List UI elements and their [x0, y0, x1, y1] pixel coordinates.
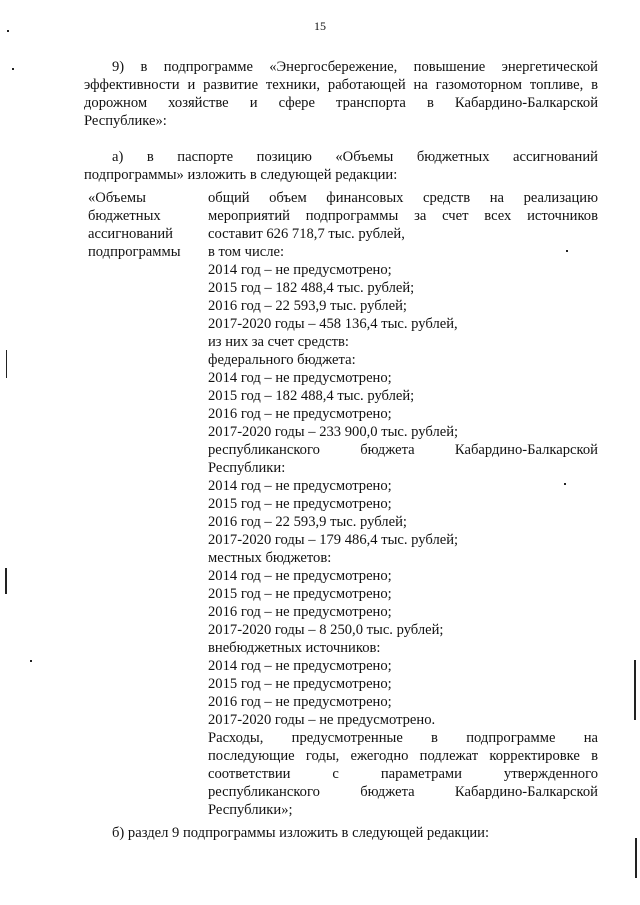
value-line: внебюджетных источников:: [208, 640, 381, 656]
value-line: в том числе:: [208, 244, 285, 260]
text-line: подпрограммы» изложить в следующей редакции:: [84, 167, 398, 183]
scan-speck: [7, 30, 9, 32]
value-line: 2017-2020 годы – 8 250,0 тыс. рублей;: [208, 622, 444, 638]
value-line: Республики:: [208, 460, 286, 476]
value-line: республиканского бюджета Кабардино-Балкарской: [208, 442, 598, 458]
scan-edge-mark: [5, 568, 7, 594]
value-line: 2014 год – не предусмотрено;: [208, 370, 392, 386]
page-number: 15: [314, 19, 326, 33]
value-line: 2017-2020 годы – 458 136,4 тыс. рублей,: [208, 316, 458, 332]
value-line: 2017-2020 годы – 179 486,4 тыс. рублей;: [208, 532, 459, 548]
value-line: 2015 год – 182 488,4 тыс. рублей;: [208, 280, 415, 296]
value-line: из них за счет средств:: [208, 334, 349, 350]
value-line: последующие годы, ежегодно подлежат корректировке в: [208, 748, 598, 764]
value-line: 2016 год – 22 593,9 тыс. рублей;: [208, 514, 407, 530]
value-line: 2015 год – не предусмотрено;: [208, 676, 392, 692]
label-line: ассигнований: [88, 226, 173, 242]
value-line: соответствии с параметрами утвержденного: [208, 766, 598, 782]
text-line: а) в паспорте позицию «Объемы бюджетных ассигнований: [112, 149, 598, 165]
value-line: 2016 год – не предусмотрено;: [208, 406, 392, 422]
value-line: 2016 год – не предусмотрено;: [208, 694, 392, 710]
label-line: бюджетных: [88, 208, 161, 224]
item-9-paragraph: [84, 58, 598, 130]
passport-position-value: [208, 189, 598, 819]
value-line: 2015 год – не предусмотрено;: [208, 586, 392, 602]
text-line: эффективности и развитие техники, работающей на газомоторном топливе, в: [84, 77, 598, 93]
scan-edge-mark: [6, 350, 7, 378]
value-line: 2016 год – 22 593,9 тыс. рублей;: [208, 298, 407, 314]
value-line: 2017-2020 годы – не предусмотрено.: [208, 712, 436, 728]
text-line: дорожном хозяйстве и сфере транспорта в Кабардино-Балкарской: [84, 95, 598, 111]
value-line: Республики»;: [208, 802, 293, 818]
value-line: 2017-2020 годы – 233 900,0 тыс. рублей;: [208, 424, 459, 440]
value-line: 2014 год – не предусмотрено;: [208, 478, 392, 494]
value-line: 2014 год – не предусмотрено;: [208, 568, 392, 584]
value-line: 2016 год – не предусмотрено;: [208, 604, 392, 620]
value-line: 2014 год – не предусмотрено;: [208, 658, 392, 674]
value-line: общий объем финансовых средств на реализацию: [208, 190, 598, 206]
scan-edge-mark: [634, 660, 636, 720]
scan-speck: [12, 68, 14, 70]
scan-speck: [566, 250, 568, 252]
passport-position-label: [88, 189, 200, 261]
label-line: «Объемы: [88, 190, 146, 206]
value-line: 2014 год – не предусмотрено;: [208, 262, 392, 278]
subitem-b-paragraph: [84, 824, 598, 842]
text-line: б) раздел 9 подпрограммы изложить в следующей редакции:: [112, 825, 489, 841]
scan-speck: [564, 483, 566, 485]
value-line: 2015 год – не предусмотрено;: [208, 496, 392, 512]
value-line: мероприятий подпрограммы за счет всех источников: [208, 208, 598, 224]
subitem-a-paragraph: [84, 148, 598, 184]
scan-edge-mark: [635, 838, 637, 878]
scan-speck: [30, 660, 32, 662]
value-line: местных бюджетов:: [208, 550, 332, 566]
text-line: 9) в подпрограмме «Энергосбережение, повышение энергетической: [112, 59, 598, 75]
value-line: составит 626 718,7 тыс. рублей,: [208, 226, 405, 242]
label-line: подпрограммы: [88, 244, 181, 260]
value-line: республиканского бюджета Кабардино-Балкарской: [208, 784, 598, 800]
text-line: Республике»:: [84, 113, 167, 129]
value-line: 2015 год – 182 488,4 тыс. рублей;: [208, 388, 415, 404]
value-line: Расходы, предусмотренные в подпрограмме на: [208, 730, 598, 746]
value-line: федерального бюджета:: [208, 352, 356, 368]
